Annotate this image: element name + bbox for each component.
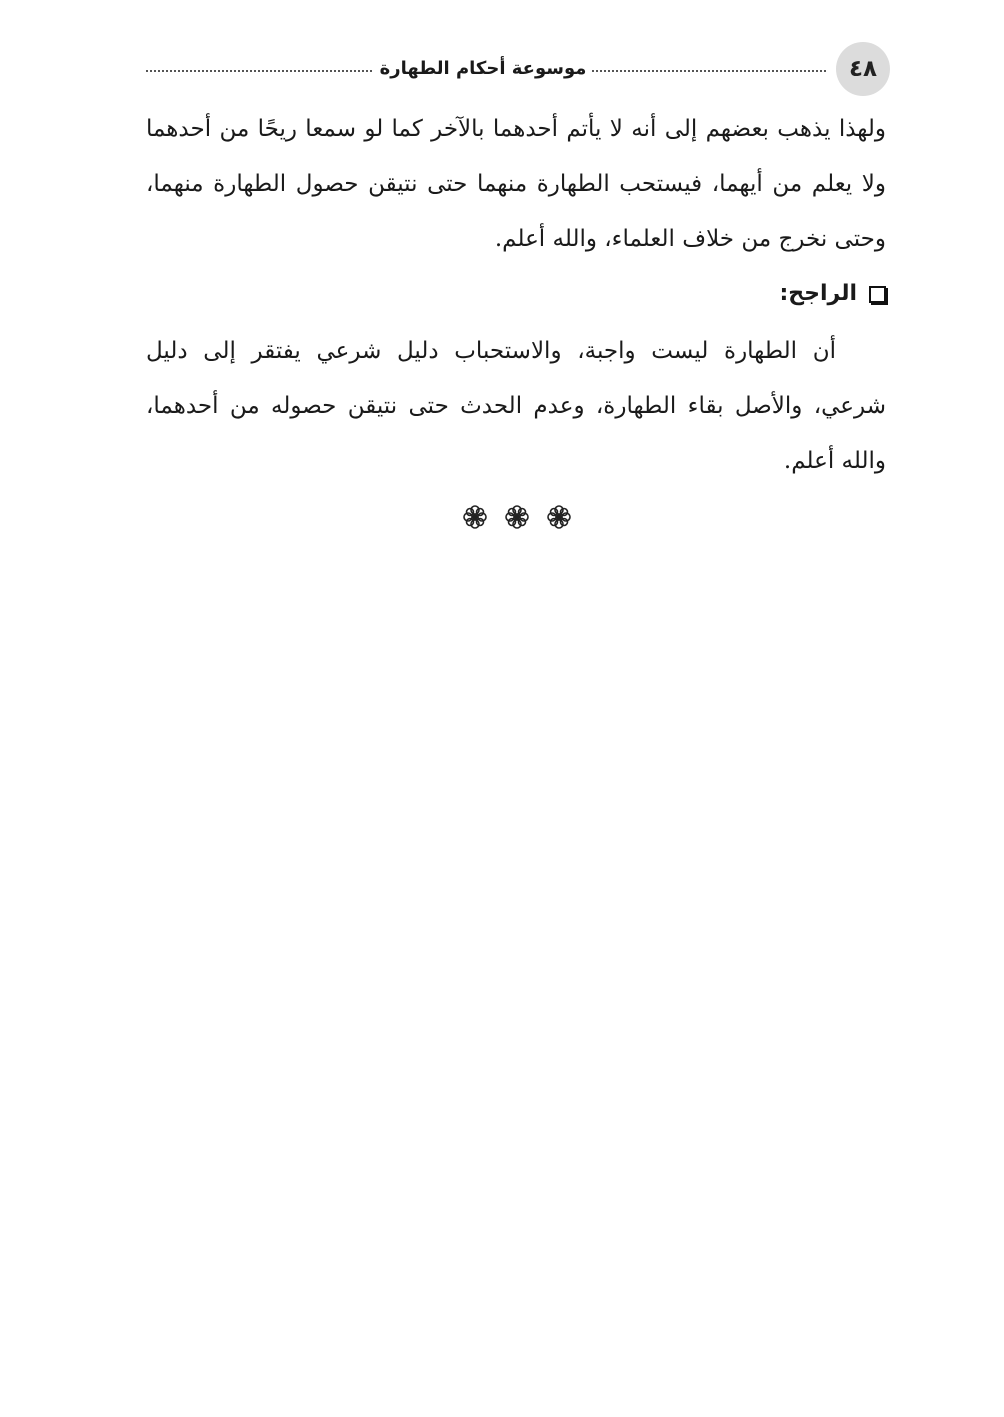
book-title: موسوعة أحكام الطهارة <box>379 58 587 79</box>
section-separator <box>462 500 572 534</box>
header-dotted-rule-left <box>146 70 372 72</box>
paragraph-1 <box>146 102 886 267</box>
flower-icon <box>546 504 572 530</box>
flower-icon <box>462 504 488 530</box>
flower-icon <box>504 504 530 530</box>
section-heading <box>779 272 886 316</box>
section-heading-label: الراجح: <box>779 281 857 306</box>
paragraph-2-text: أن الطهارة ليست واجبة، والاستحباب دليل شرعي يفتقر إلى دليل شرعي، والأصل بقاء الطهارة، وعدم الحدث حتى نتيقن حصوله من أحدهما، والله أعلم. <box>146 338 886 474</box>
paragraph-2 <box>146 324 886 489</box>
header-dotted-rule-right <box>592 70 826 72</box>
checkbox-icon <box>869 286 886 303</box>
paragraph-1-text: ولهذا يذهب بعضهم إلى أنه لا يأتم أحدهما بالآخر كما لو سمعا ريحًا من أحدهما ولا يعلم من أيهما، فيستحب الطهارة منهما حتى نتيقن حصول الطهارة منهما، وحتى نخرج من خلاف العلماء، والله أعلم. <box>146 116 886 252</box>
page-number: ٤٨ <box>836 42 890 96</box>
